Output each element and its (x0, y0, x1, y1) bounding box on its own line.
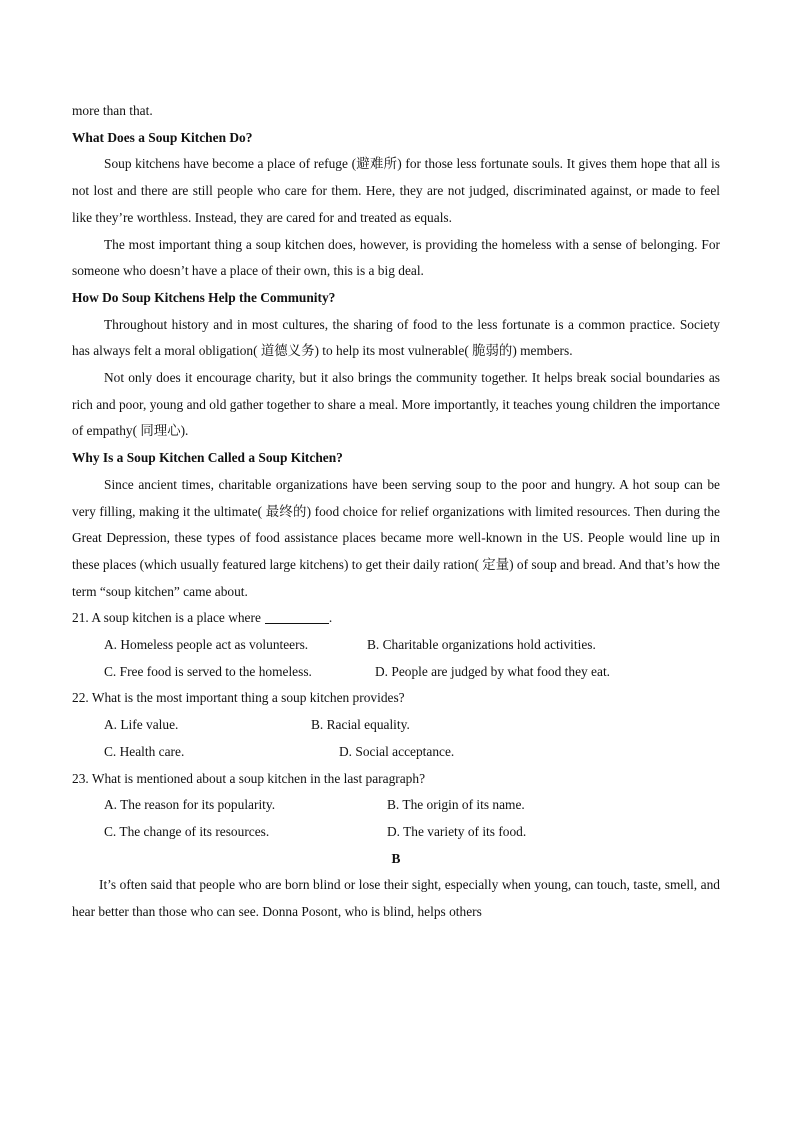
paragraph: Since ancient times, charitable organizations have been serving soup to the poor and hungry. A hot soup can be very filling, making it the ultimate( 最终的) food choice for relief organizations with limited resources. Then during the Great Depression, these types of food assistance places became more well-known in the US. People would line up in these places (which usually featured large kitchens) to get their daily ration( 定量) of soup and bread. And that’s how the term “soup kitchen” came about. (72, 476, 720, 599)
question-22: 22. What is the most important thing a soup kitchen provides? (72, 690, 405, 706)
option-c: C. Free food is served to the homeless. (104, 663, 312, 679)
option-d: D. People are judged by what food they eat. (375, 663, 611, 679)
option-row (72, 739, 720, 766)
question-end: . (328, 610, 333, 626)
option-b: B. The origin of its name. (387, 797, 525, 813)
paragraph: Throughout history and in most cultures, the sharing of food to the less fortunate is a common practice. Society has always felt a moral obligation( 道德义务) to help its most vulnerable( 脆弱的) members. (72, 316, 720, 359)
option-d: D. Social acceptance. (339, 743, 455, 759)
passage-b-paragraph: It’s often said that people who are born blind or lose their sight, especially when young, can touch, taste, smell, and hear better than those who can see. Donna Posont, who is blind, helps others (72, 877, 720, 920)
continuation-text: more than that. (72, 103, 153, 118)
section-heading-what-does: What Does a Soup Kitchen Do? (72, 129, 253, 145)
option-row (72, 659, 720, 686)
option-row (72, 792, 720, 819)
question-23: 23. What is mentioned about a soup kitchen in the last paragraph? (72, 770, 426, 786)
paragraph: Soup kitchens have become a place of refuge (避难所) for those less fortunate souls. It gives them hope that all is not lost and there are still people who care for them. Here, they are not judged, discriminated against, or made to feel like they’re worthless. Instead, they are cared for and treated as equals. (72, 156, 720, 225)
option-b: B. Racial equality. (311, 717, 410, 733)
option-a: A. Life value. (104, 717, 179, 733)
page-content (72, 98, 720, 926)
section-heading-why-called: Why Is a Soup Kitchen Called a Soup Kitchen? (72, 450, 343, 466)
option-a: A. Homeless people act as volunteers. (104, 637, 309, 653)
option-d: D. The variety of its food. (387, 823, 527, 839)
question-21 (72, 605, 720, 632)
paragraph: Not only does it encourage charity, but it also brings the community together. It helps break social boundaries as rich and poor, young and old gather together to share a meal. More importantly, it teaches young children the importance of empathy( 同理心). (72, 370, 720, 439)
option-c: C. The change of its resources. (104, 823, 270, 839)
question-stem: 21. A soup kitchen is a place where (72, 610, 261, 626)
paragraph: The most important thing a soup kitchen does, however, is providing the homeless with a sense of belonging. For someone who doesn’t have a place of their own, this is a big deal. (72, 236, 720, 279)
answer-blank (265, 609, 329, 624)
option-row (72, 632, 720, 659)
option-row (72, 819, 720, 846)
option-a: A. The reason for its popularity. (104, 797, 276, 813)
option-b: B. Charitable organizations hold activities. (367, 637, 596, 653)
option-row (72, 712, 720, 739)
section-heading-how-help: How Do Soup Kitchens Help the Community? (72, 289, 336, 305)
option-c: C. Health care. (104, 743, 185, 759)
passage-label: B (391, 850, 401, 866)
